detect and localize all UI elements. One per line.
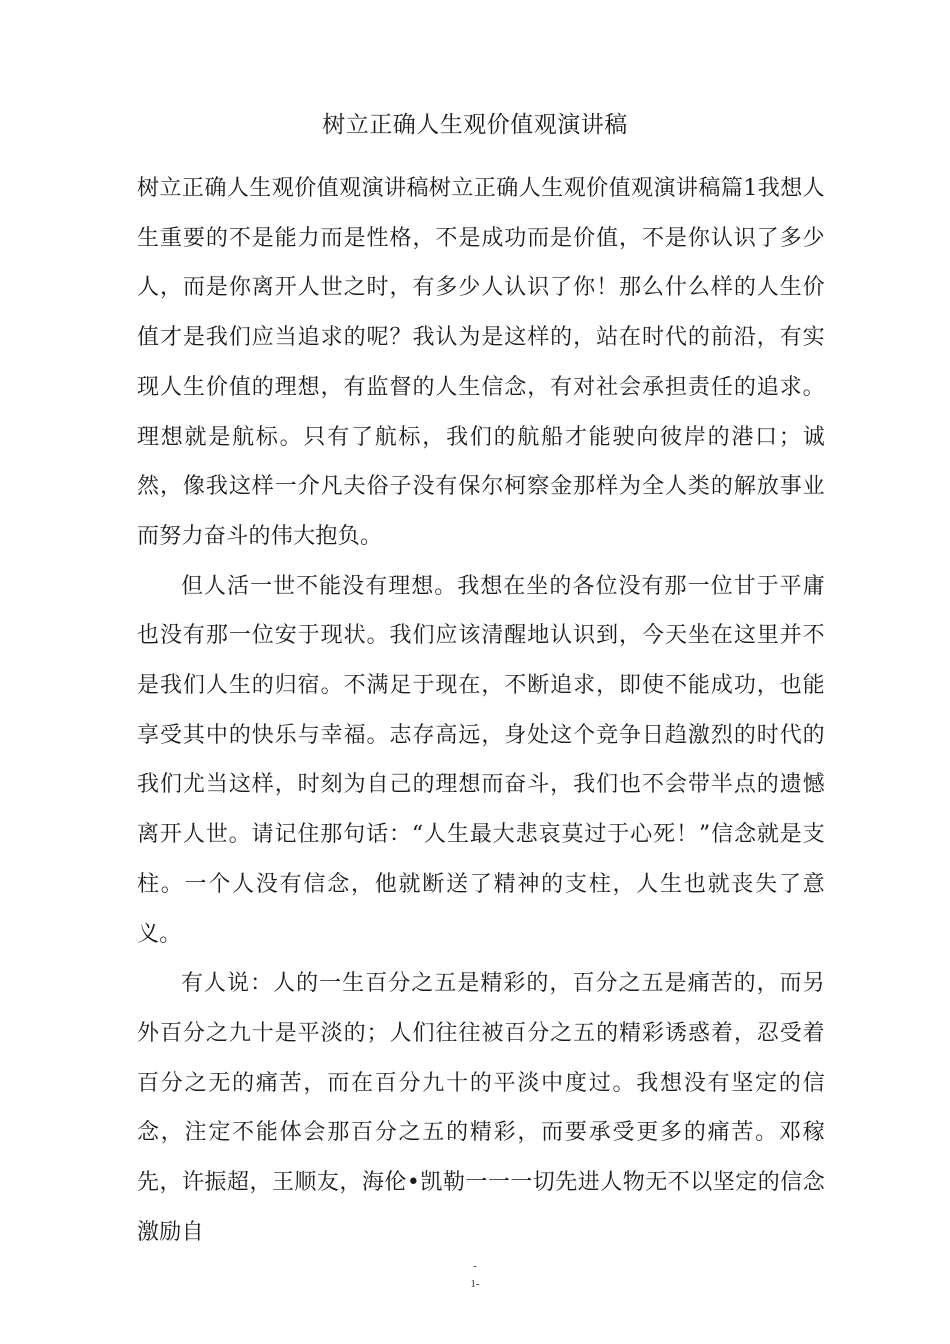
paragraph-3: 有人说：人的一生百分之五是精彩的，百分之五是痛苦的，而另外百分之九十是平淡的；人们往往被百分之五的精彩诱惑着，忍受着百分之无的痛苦，而在百分九十的平淡中度过。我想没有坚定的信念，注定不能体会那百分之五的精彩，而要承受更多的痛苦。邓稼先，许振超，王顺友，海伦•凯勒一一一切先进人物无不以坚定的信念激励自 [137,971,825,1245]
document-title: 树立正确人生观价值观演讲稿 [322,112,628,138]
document-body [137,164,825,1257]
footer-dash: - [473,1260,477,1272]
paragraph-2: 但人活一世不能没有理想。我想在坐的各位没有那一位甘于平庸也没有那一位安于现状。我们应该清醒地认识到，今天坐在这里并不是我们人生的归宿。不满足于现在，不断追求，即使不能成功，也能享受其中的快乐与幸福。志存高远，身处这个竞争日趋激烈的时代的我们尤当这样，时刻为自己的理想而奋斗，我们也不会带半点的遗憾离开人世。请记住那句话：“人生最大悲哀莫过于心死！”信念就是支柱。一个人没有信念，他就断送了精神的支柱，人生也就丧失了意义。 [137,573,825,947]
page-number: 1- [470,1278,480,1290]
paragraph-1: 树立正确人生观价值观演讲稿树立正确人生观价值观演讲稿篇1我想人生重要的不是能力而是性格，不是成功而是价值，不是你认识了多少人，而是你离开人世之时，有多少人认识了你！那么什么样的人生价值才是我们应当追求的呢？我认为是这样的，站在时代的前沿，有实现人生价值的理想，有监督的人生信念，有对社会承担责任的追求。理想就是航标。只有了航标，我们的航船才能驶向彼岸的港口；诚然，像我这样一介凡夫俗子没有保尔柯察金那样为全人类的解放事业而努力奋斗的伟大抱负。 [137,176,825,549]
